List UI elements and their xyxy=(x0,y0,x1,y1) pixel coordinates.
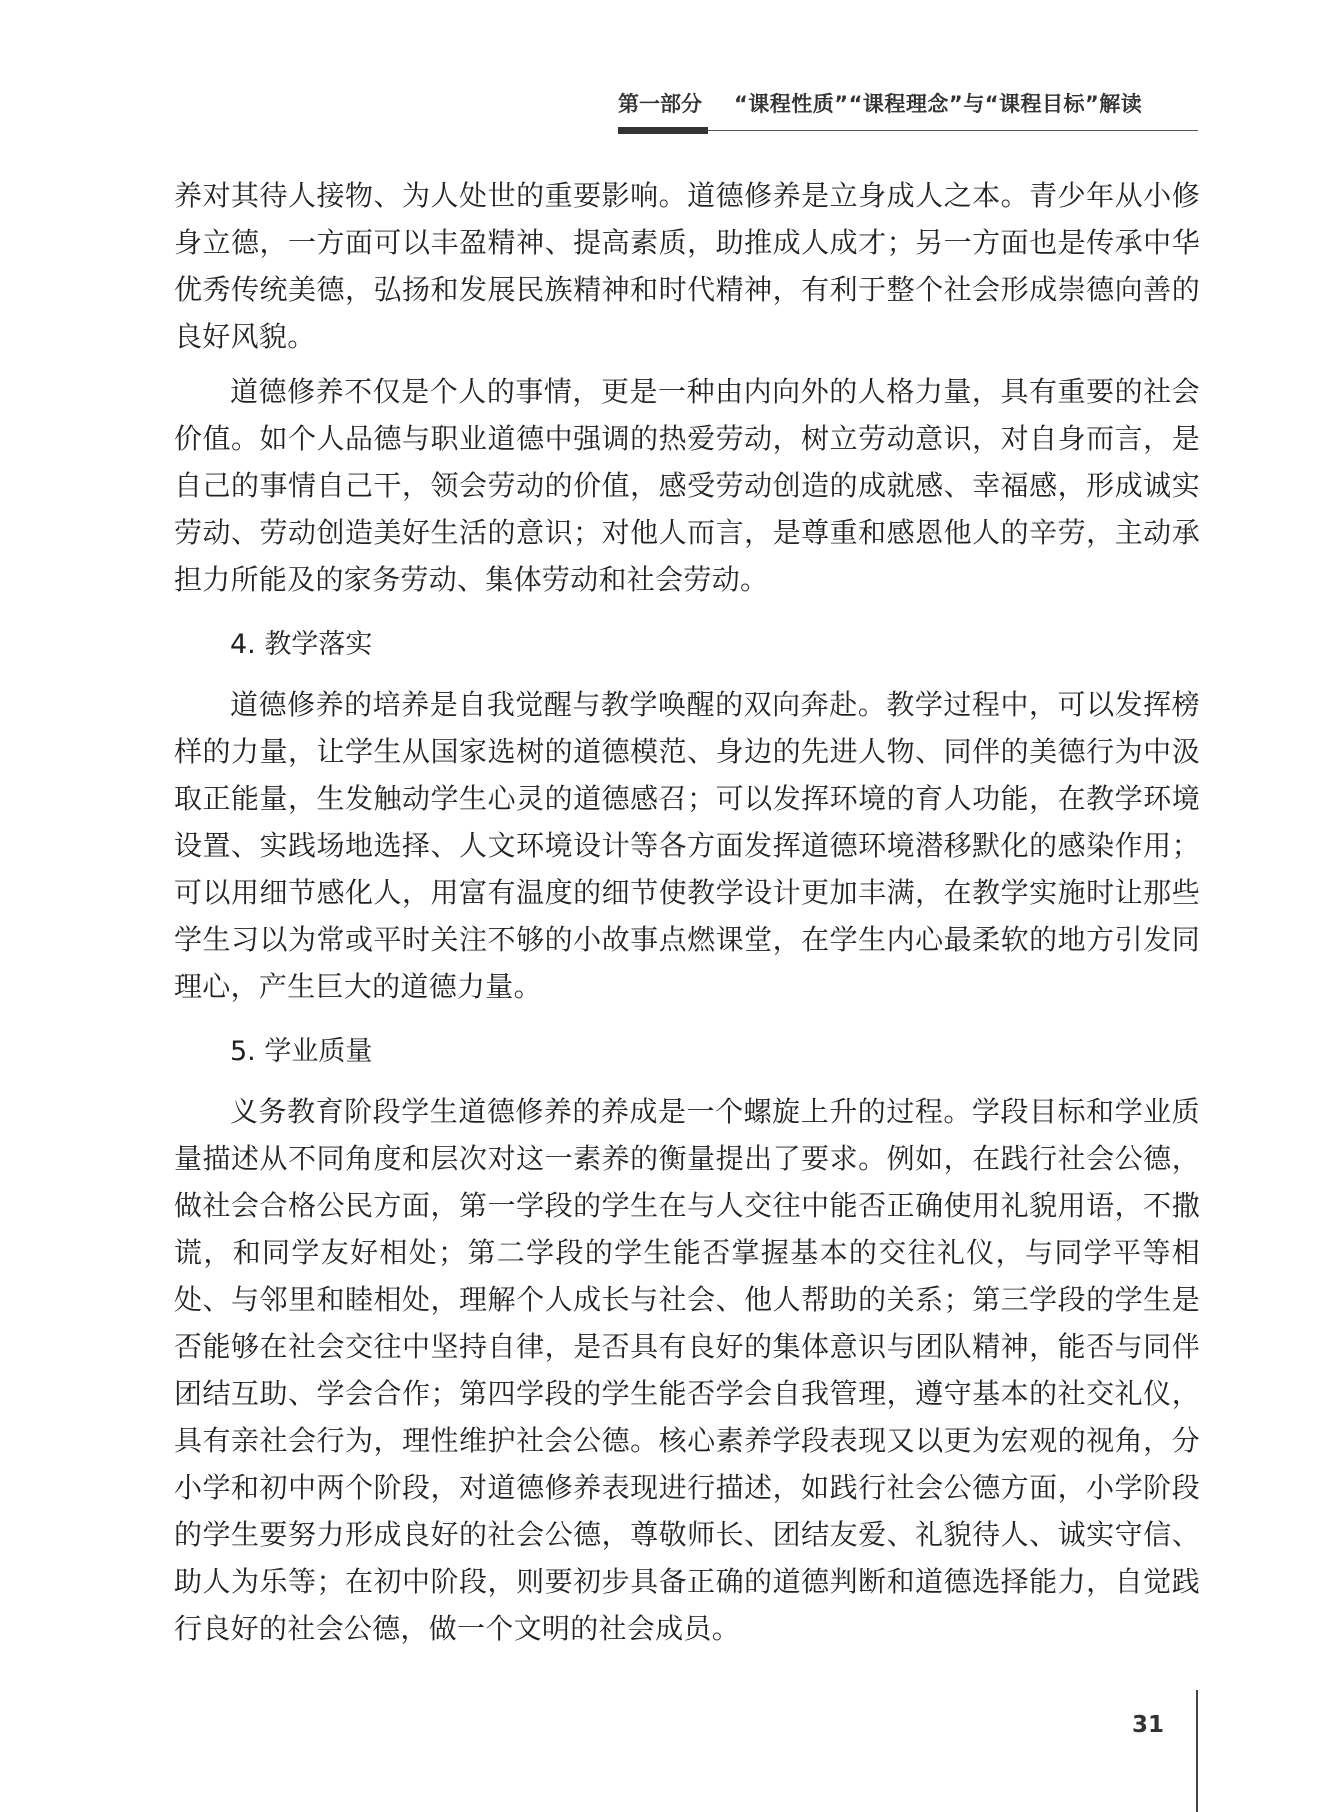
header-rule-accent xyxy=(618,127,708,134)
body-text xyxy=(174,172,1200,1652)
heading-academic-quality: 5. 学业质量 xyxy=(230,1036,373,1067)
section-title: “课程性质”“课程理念”与“课程目标”解读 xyxy=(734,92,1143,116)
paragraph-social-value: 道德修养不仅是个人的事情，更是一种由内向外的人格力量，具有重要的社会价值。如个人品德与职业道德中强调的热爱劳动，树立劳动意识，对自身而言，是自己的事情自己干，领会劳动的价值，感受劳动创造的成就感、幸福感，形成诚实劳动、劳动创造美好生活的意识；对他人而言，是尊重和感恩他人的辛劳，主动承担力所能及的家务劳动、集体劳动和社会劳动。 xyxy=(174,375,1200,596)
paragraph-academic-quality: 义务教育阶段学生道德修养的养成是一个螺旋上升的过程。学段目标和学业质量描述从不同角度和层次对这一素养的衡量提出了要求。例如，在践行社会公德，做社会合格公民方面，第一学段的学生在与人交往中能否正确使用礼貌用语，不撒谎，和同学友好相处；第二学段的学生能否掌握基本的交往礼仪，与同学平等相处、与邻里和睦相处，理解个人成长与社会、他人帮助的关系；第三学段的学生是否能够在社会交往中坚持自律，是否具有良好的集体意识与团队精神，能否与同伴团结互助、学会合作；第四学段的学生能否学会自我管理，遵守基本的社交礼仪，具有亲社会行为，理性维护社会公德。核心素养学段表现又以更为宏观的视角，分小学和初中两个阶段，对道德修养表现进行描述，如践行社会公德方面，小学阶段的学生要努力形成良好的社会公德，尊敬师长、团结友爱、礼貌待人、诚实守信、助人为乐等；在初中阶段，则要初步具备正确的道德判断和道德选择能力，自觉践行良好的社会公德，做一个文明的社会成员。 xyxy=(174,1095,1200,1645)
paragraph-teaching-implementation: 道德修养的培养是自我觉醒与教学唤醒的双向奔赴。教学过程中，可以发挥榜样的力量，让学生从国家选树的道德模范、身边的先进人物、同伴的美德行为中汲取正能量，生发触动学生心灵的道德感召；可以发挥环境的育人功能，在教学环境设置、实践场地选择、人文环境设计等各方面发挥道德环境潜移默化的感染作用；可以用细节感化人，用富有温度的细节使教学设计更加丰满，在教学实施时让那些学生习以为常或平时关注不够的小故事点燃课堂，在学生内心最柔软的地方引发同理心，产生巨大的道德力量。 xyxy=(174,688,1200,1003)
paragraph-continued: 养对其待人接物、为人处世的重要影响。道德修养是立身成人之本。青少年从小修身立德，一方面可以丰盈精神、提高素质，助推成人成才；另一方面也是传承中华优秀传统美德，弘扬和发展民族精神和时代精神，有利于整个社会形成崇德向善的良好风貌。 xyxy=(174,179,1200,353)
page-number-rule xyxy=(1196,1690,1198,1812)
heading-teaching-implementation: 4. 教学落实 xyxy=(230,629,373,660)
running-head xyxy=(618,88,1198,124)
page-number: 31 xyxy=(1132,1712,1165,1738)
part-label: 第一部分 xyxy=(618,92,702,116)
